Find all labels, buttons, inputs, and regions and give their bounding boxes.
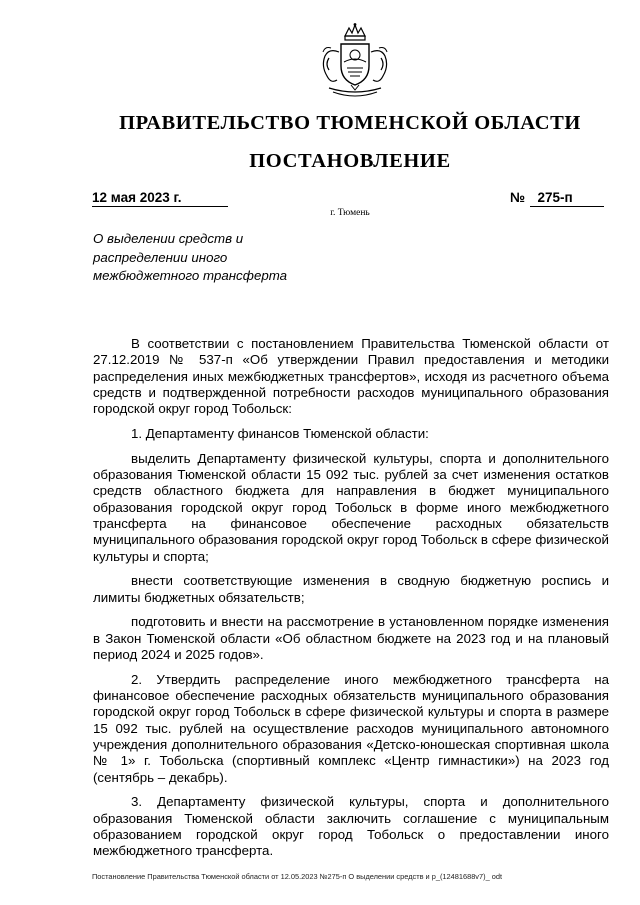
document-number: [530, 189, 604, 207]
subject-line: распределении иного: [93, 249, 228, 265]
subject-line: межбюджетного трансферта: [93, 268, 288, 283]
organization-title: ПРАВИТЕЛЬСТВО ТЮМЕНСКОЙ ОБЛАСТИ: [119, 112, 581, 134]
document-number-value: 275-п: [537, 190, 573, 205]
preamble-paragraph: В соответствии с постановлением Правительства Тюменской области от 27.12.2019 № 537-п «Об утверждении Правил предоставления и методики распределения иных межбюджетных трансфертов», исходя из расчетного объема средств и подтвержденной потребности расходов муниципального образования городской округ город Тобольск:: [93, 336, 609, 417]
number-sign: №: [510, 190, 526, 205]
document-footer: Постановление Правительства Тюменской области от 12.05.2023 №275-п О выделении средств и р_(12481688v7)_ odt: [92, 872, 503, 881]
tyumen-region-coat-of-arms-icon: [311, 22, 399, 104]
clause-2-distribution: 2. Утвердить распределение иного межбюджетного трансферта на финансовое обеспечение расходных обязательств муниципального образования городской округ город Тобольск в сфере физической культуры и спорта в размере 15 092 тыс. рублей на осуществление расходов муниципального автономного учреждения дополнительного образования «Детско-юношеская спортивная школа № 1» г. Тобольска (спортивный комплекс «Центр гимнастики») на 2023 год (сентябрь – декабрь).: [93, 671, 609, 785]
document-body: [93, 336, 609, 868]
clause-3-agreement: 3. Департаменту физической культуры, спорта и дополнительного образования Тюменской области заключить соглашение с муниципальным образованием городской округ город Тобольск о предоставлении иного межбюджетного трансферта.: [93, 794, 609, 859]
clause-1-allocate: выделить Департаменту физической культуры, спорта и дополнительного образования Тюменской области 15 092 тыс. рублей за счет изменения остатков средств областного бюджета для направления в бюджет муниципального образования городской округ город Тобольск в форме иного межбюджетного трансферта на финансовое обеспечение расходных обязательств муниципального образования городской округ город Тобольск в сфере физической культуры и спорта;: [93, 450, 609, 564]
document-date: 12 мая 2023 г.: [92, 189, 228, 207]
subject-line: О выделении средств и: [93, 231, 244, 246]
document-subject: [93, 230, 333, 286]
clause-1-budget-changes: внести соответствующие изменения в сводную бюджетную роспись и лимиты бюджетных обязательств;: [93, 573, 609, 605]
document-type: ПОСТАНОВЛЕНИЕ: [249, 150, 451, 172]
document-city: г. Тюмень: [330, 208, 370, 218]
clause-1-heading: 1. Департаменту финансов Тюменской области:: [131, 425, 429, 441]
clause-1-law-amendments: подготовить и внести на рассмотрение в установленном порядке изменения в Закон Тюменской области «Об областном бюджете на 2023 год и на плановый период 2024 и 2025 годов».: [93, 614, 609, 663]
